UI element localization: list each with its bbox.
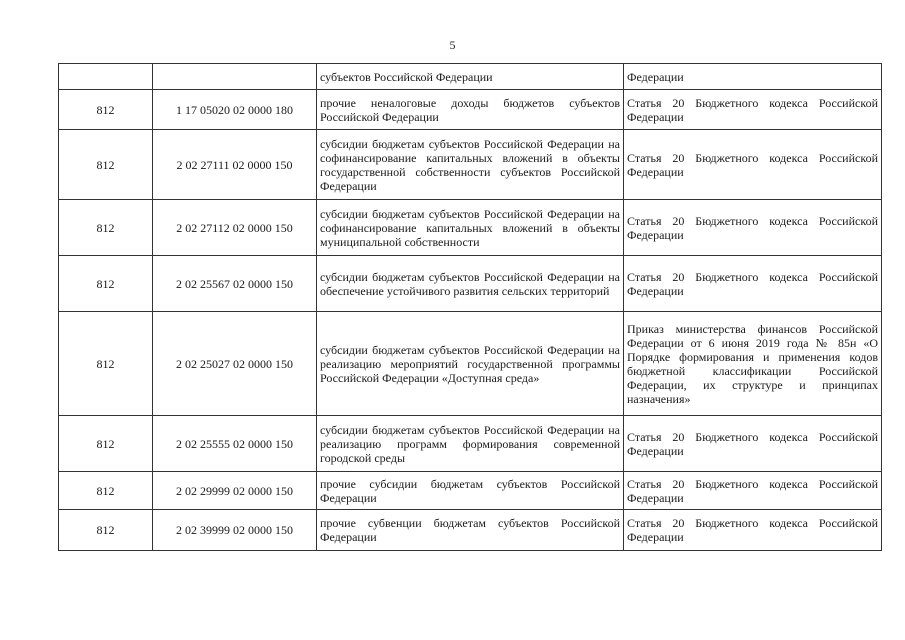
legal-basis-cell: Статья 20 Бюджетного кодекса Российской Федерации xyxy=(624,256,882,312)
page-number: 5 xyxy=(449,38,456,52)
table-row xyxy=(59,256,882,312)
legal-basis-cell: Статья 20 Бюджетного кодекса Российской Федерации xyxy=(624,472,882,510)
table-row xyxy=(59,200,882,256)
table-row xyxy=(59,510,882,551)
admin-code-cell xyxy=(59,64,153,90)
legal-basis-cell: Статья 20 Бюджетного кодекса Российской Федерации xyxy=(624,130,882,200)
legal-basis-cell: Приказ министерства финансов Российской Федерации от 6 июня 2019 года № 85н «О Порядке формирования и применения кодов бюджетной классификации Российской Федерации, их структуре и принципах назначения» xyxy=(624,312,882,416)
admin-code-cell: 812 xyxy=(59,130,153,200)
table-row xyxy=(59,64,882,90)
revenue-name-cell: субсидии бюджетам субъектов Российской Федерации на реализацию мероприятий государственной программы Российской Федерации «Доступная среда» xyxy=(317,312,624,416)
revenue-name-cell: прочие субвенции бюджетам субъектов Российской Федерации xyxy=(317,510,624,551)
budget-code-cell: 2 02 39999 02 0000 150 xyxy=(153,510,317,551)
revenue-name-cell: субсидии бюджетам субъектов Российской Федерации на реализацию программ формирования современной городской среды xyxy=(317,416,624,472)
table-row xyxy=(59,416,882,472)
budget-code-cell xyxy=(153,64,317,90)
admin-code-cell: 812 xyxy=(59,256,153,312)
budget-classification-table xyxy=(58,63,882,551)
revenue-name-cell: субсидии бюджетам субъектов Российской Федерации на софинансирование капитальных вложений в объекты муниципальной собственности xyxy=(317,200,624,256)
admin-code-cell: 812 xyxy=(59,312,153,416)
admin-code-cell: 812 xyxy=(59,200,153,256)
legal-basis-cell: Статья 20 Бюджетного кодекса Российской Федерации xyxy=(624,90,882,130)
budget-code-cell: 2 02 27111 02 0000 150 xyxy=(153,130,317,200)
budget-code-cell: 1 17 05020 02 0000 180 xyxy=(153,90,317,130)
revenue-name-cell: субсидии бюджетам субъектов Российской Федерации на обеспечение устойчивого развития сельских территорий xyxy=(317,256,624,312)
legal-basis-cell: Статья 20 Бюджетного кодекса Российской Федерации xyxy=(624,200,882,256)
admin-code-cell: 812 xyxy=(59,90,153,130)
table-row xyxy=(59,130,882,200)
budget-code-cell: 2 02 29999 02 0000 150 xyxy=(153,472,317,510)
budget-code-cell: 2 02 25027 02 0000 150 xyxy=(153,312,317,416)
table-row xyxy=(59,312,882,416)
revenue-name-cell: субсидии бюджетам субъектов Российской Федерации на софинансирование капитальных вложений в объекты государственной собственности субъектов Российской Федерации xyxy=(317,130,624,200)
legal-basis-cell: Статья 20 Бюджетного кодекса Российской Федерации xyxy=(624,510,882,551)
revenue-name-cell: субъектов Российской Федерации xyxy=(317,64,624,90)
budget-code-cell: 2 02 25555 02 0000 150 xyxy=(153,416,317,472)
admin-code-cell: 812 xyxy=(59,472,153,510)
budget-code-cell: 2 02 27112 02 0000 150 xyxy=(153,200,317,256)
table-row xyxy=(59,90,882,130)
admin-code-cell: 812 xyxy=(59,510,153,551)
revenue-name-cell: прочие неналоговые доходы бюджетов субъектов Российской Федерации xyxy=(317,90,624,130)
revenue-name-cell: прочие субсидии бюджетам субъектов Российской Федерации xyxy=(317,472,624,510)
legal-basis-cell: Статья 20 Бюджетного кодекса Российской Федерации xyxy=(624,416,882,472)
admin-code-cell: 812 xyxy=(59,416,153,472)
budget-code-cell: 2 02 25567 02 0000 150 xyxy=(153,256,317,312)
table-row xyxy=(59,472,882,510)
legal-basis-cell: Федерации xyxy=(624,64,882,90)
